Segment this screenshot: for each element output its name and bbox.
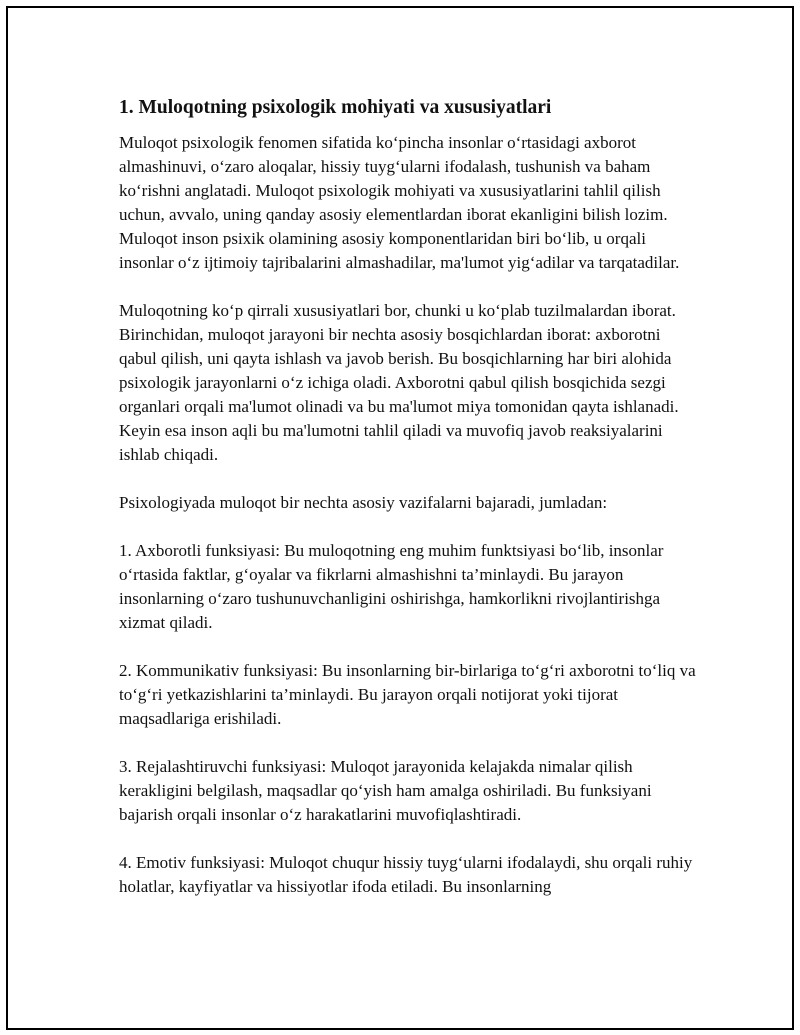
section-heading: 1. Muloqotning psixologik mohiyati va xususiyatlari xyxy=(119,97,552,118)
paragraph-function-communicative: 2. Kommunikativ funksiyasi: Bu insonlarning bir-birlariga to‘g‘ri axborotni to‘liq va to‘g‘ri yetkazishlarini ta’minlaydi. Bu jarayon orqali notijorat yoki tijorat maqsadlariga erishiladi. xyxy=(119,661,696,728)
paragraph-functions-lead: Psixologiyada muloqot bir nechta asosiy vazifalarni bajaradi, jumladan: xyxy=(119,493,608,512)
paragraph-function-informational: 1. Axborotli funksiyasi: Bu muloqotning eng muhim funktsiyasi bo‘lib, insonlar o‘rtasida faktlar, g‘oyalar va fikrlarni almashishni ta’minlaydi. Bu jarayon insonlarning o‘zaro tushunuvchanligini oshirishga, hamkorlikni rivojlantirishga xizmat qiladi. xyxy=(119,541,664,632)
paragraph-function-emotive: 4. Emotiv funksiyasi: Muloqot chuqur hissiy tuyg‘ularni ifodalaydi, shu orqali ruhiy holatlar, kayfiyatlar va hissiyotlar ifoda etiladi. Bu insonlarning xyxy=(119,853,693,896)
paragraph-features: Muloqotning ko‘p qirrali xususiyatlari bor, chunki u ko‘plab tuzilmalardan iborat. Birinchidan, muloqot jarayoni bir nechta asosiy bosqichlardan iborat: axborotni qabul qilish, uni qayta ishlash va javob berish. Bu bosqichlarning har biri alohida psixologik jarayonlarni o‘z ichiga oladi. Axborotni qabul qilish bosqichida sezgi organlari orqali ma'lumot olinadi va bu ma'lumot miya tomonidan qayta ishlanadi. Keyin esa inson aqli bu ma'lumotni tahlil qiladi va muvofiq javob reaksiyalarini ishlab chiqadi. xyxy=(119,301,679,464)
paragraph-function-planning: 3. Rejalashtiruvchi funksiyasi: Muloqot jarayonida kelajakda nimalar qilish kerakligini belgilash, maqsadlar qo‘yish ham amalga oshiriladi. Bu funksiyani bajarish orqali insonlar o‘z harakatlarini muvofiqlashtiradi. xyxy=(119,757,652,824)
document-body xyxy=(119,94,699,923)
document-page xyxy=(6,6,794,1030)
paragraph-intro: Muloqot psixologik fenomen sifatida ko‘pincha insonlar o‘rtasidagi axborot almashinuvi, o‘zaro aloqalar, hissiy tuyg‘ularni ifodalash, tushunish va baham ko‘rishni anglatadi. Muloqot psixologik mohiyati va xususiyatlarini tahlil qilish uchun, avvalo, uning qanday asosiy elementlardan iborat ekanligini bilish lozim. Muloqot inson psixik olamining asosiy komponentlaridan biri bo‘lib, u orqali insonlar o‘z ijtimoiy tajribalarini almashadilar, ma'lumot yig‘adilar va tarqatadilar. xyxy=(119,133,680,272)
